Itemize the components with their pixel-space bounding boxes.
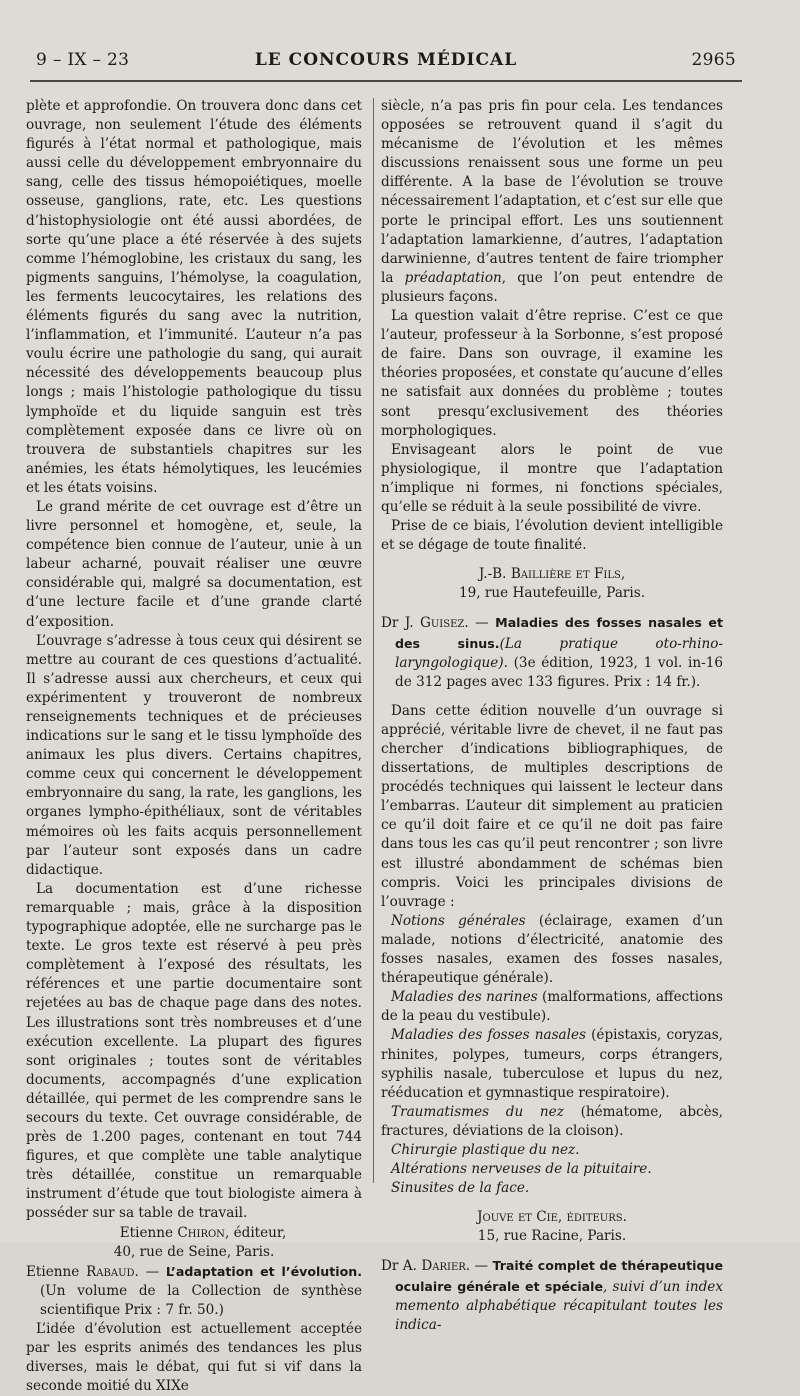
book-entry: Etienne Rabaud. — L’adaptation et l’évolution. (Un volume de la Collection de synthèse scientifique Prix : 7 fr. 50.) <box>26 1263 362 1318</box>
header-rule <box>30 80 742 82</box>
paragraph: L’idée d’évolution est actuellement acceptée par les esprits animés des tendances les plus diverses, mais le débat, qui fut si vif dans la seconde moitié du XIXe <box>26 1321 362 1395</box>
page-header <box>36 50 736 78</box>
paragraph: Prise de ce biais, l’évolution devient intelligible et se dégage de toute finalité. <box>381 518 723 554</box>
paragraph: Dans cette édition nouvelle d’un ouvrage si apprécié, véritable livre de chevet, il ne faut pas chercher d’indications bibliographiques, de dissertations, de multiples descriptions de procédés techniques qui laissent le lecteur dans l’embarras. L’auteur dit simplement au praticien ce qu’il doit faire et ce qu’il ne doit pas faire dans tous les cas qu’il peut rencontrer ; son livre est illustré abondamment de schémas bien compris. Voici les principales divisions de l’ouvrage : <box>381 702 723 910</box>
book-title: Traité complet de thérapeutique oculaire générale et spéciale <box>395 1258 723 1294</box>
publisher-address: 15, rue Racine, Paris. <box>477 1228 627 1245</box>
paragraph: plète et approfondie. On trouvera donc dans cet ouvrage, non seulement l’étude des éléments figurés à l’état normal et pathologique, mais aussi celle du développement embryonnaire du sang, celle des tissus hémopoiétiques, moelle osseuse, ganglions, rate, etc. Les questions d’histophysiologie ont été aussi abordées, de sorte qu’une place a été réservée à des sujets comme l’hémoglobine, les cristaux du sang, les pigments sanguins, l’hémolyse, la coagulation, les ferments leucocytaires, les relations des éléments figurés du sang avec la nutrition, l’inflammation, et l’immunité. L’auteur n’a pas voulu écrire une pathologie du sang, qui aurait nécessité des développements beaucoup plus longs ; mais l’histologie pathologique du tissu lymphoïde et du liquide sanguin est très complètement exposée dans ce livre où on trouvera de substantiels chapitres sur les anémies, les états hémolytiques, les leucémies et les états voisins. <box>26 98 362 496</box>
publisher-address: 19, rue Hautefeuille, Paris. <box>458 585 646 602</box>
issue-date: 9 – IX – 23 <box>36 50 130 70</box>
paragraph: La question valait d’être reprise. C’est ce que l’auteur, professeur à la Sorbonne, s’est proposé de faire. Dans son ouvrage, il examine les théories proposées, et constate qu’aucune d’elles ne satisfait aux données du problème ; toutes sont presqu’exclusivement des théories morphologiques. <box>381 308 723 439</box>
division-item: Maladies des narines (malformations, affections de la peau du vestibule). <box>381 989 723 1025</box>
division-item: Maladies des fosses nasales (épistaxis, coryzas, rhinites, polypes, tumeurs, corps étrangers, syphilis nasale, tuberculose et lupus du nez, rééducation et gymnastique respiratoire). <box>381 1027 723 1101</box>
division-item: Traumatismes du nez (hématome, abcès, fractures, déviations de la cloison). <box>381 1103 723 1139</box>
book-entry: Dr A. Darier. — Traité complet de thérapeutique oculaire générale et spéciale, suivi d’un index memento alphabétique récapitulant toutes les indica- <box>381 1258 723 1333</box>
right-column <box>381 97 723 1335</box>
paragraph: L’ouvrage s’adresse à tous ceux qui désirent se mettre au courant de ces questions d’actualité. Il s’adresse aussi aux chercheurs, et ceux qui expérimentent y trouveront de nombreux renseignements techniques et de précieuses indications sur le sang et le tissu lymphoïde des animaux les plus divers. Certains chapitres, comme ceux qui concernent le développement embryonnaire du sang, la rate, les ganglions, les organes lympho-épithéliaux, sont de véritables mémoires où les faits acquis personnellement par l’auteur sont exposés dans un cadre didactique. <box>26 632 362 878</box>
publisher-name: Jouve et Cie, éditeurs. <box>477 1209 627 1226</box>
paragraph: siècle, n’a pas pris fin pour cela. Les tendances opposées se retrouvent quand il s’agit du mécanisme de l’évolution et les mêmes discussions renaissent sous une forme un peu différente. A la base de l’évolution se trouve nécessairement l’adaptation, et c’est sur elle que porte le principal effort. Les uns soutiennent l’adaptation lamarkienne, d’autres, l’adaptation darwinienne, d’autres tentent de faire triompher la préadaptation, que l’on peut entendre de plusieurs façons. <box>381 98 723 305</box>
publisher-address: 40, rue de Seine, Paris. <box>113 1243 275 1260</box>
publisher-name: Etienne Chiron, éditeur, <box>119 1224 287 1241</box>
journal-title: LE CONCOURS MÉDICAL <box>254 50 518 70</box>
division-item: Chirurgie plastique du nez. <box>391 1141 580 1158</box>
publisher-name: J.-B. Baillière et Fils, <box>478 566 626 583</box>
book-entry: Dr J. Guisez. — Maladies des fosses nasales et des sinus.(La pratique oto-rhino-laryngologique). (3e édition, 1923, 1 vol. in-16 de 312 pages avec 133 figures. Prix : 14 fr.). <box>381 615 723 690</box>
book-title: Maladies des fosses nasales et des sinus. <box>395 615 723 651</box>
book-title: L’adaptation et l’évolution. <box>165 1263 362 1279</box>
division-item: Sinusites de la face. <box>391 1180 530 1197</box>
division-item: Altérations nerveuses de la pituitaire. <box>391 1161 652 1178</box>
page-number: 2965 <box>691 50 736 70</box>
left-column <box>26 97 362 1396</box>
paragraph: Envisageant alors le point de vue physiologique, il montre que l’adaptation n’implique ni formes, ni fonctions spéciales, qu’elle se réduit à la seule possibilité de vivre. <box>381 441 723 515</box>
paragraph: Le grand mérite de cet ouvrage est d’être un livre personnel et homogène, et, seule, la compétence bien connue de l’auteur, unie à un labeur acharné, pouvait réaliser une œuvre considérable qui, malgré sa documentation, est d’une lecture facile et d’une grande clarté d’exposition. <box>26 498 362 630</box>
division-item: Notions générales (éclairage, examen d’un malade, notions d’électricité, anatomie des fosses nasales, examen des fosses nasales, thérapeutique générale). <box>381 912 723 987</box>
paragraph: La documentation est d’une richesse remarquable ; mais, grâce à la disposition typographique adoptée, elle ne surcharge pas le texte. Le gros texte est réservé à peu près complètement à l’exposé des résultats, les références et une partie documentaire sont rejetées au bas de chaque page dans des notes. Les illustrations sont très nombreuses et d’une exécution excellente. La plupart des figures sont originales ; toutes sont de véritables documents, accompagnés d’une explication détaillée, qui permet de les comprendre sans le secours du texte. Cet ouvrage considérable, de près de 1.200 pages, contenant en tout 744 figures, et que complète une table analytique très détaillée, constitue un remarquable instrument d’étude que tout biologiste aimera à posséder sur sa table de travail. <box>26 880 362 1222</box>
column-divider <box>373 98 374 1183</box>
